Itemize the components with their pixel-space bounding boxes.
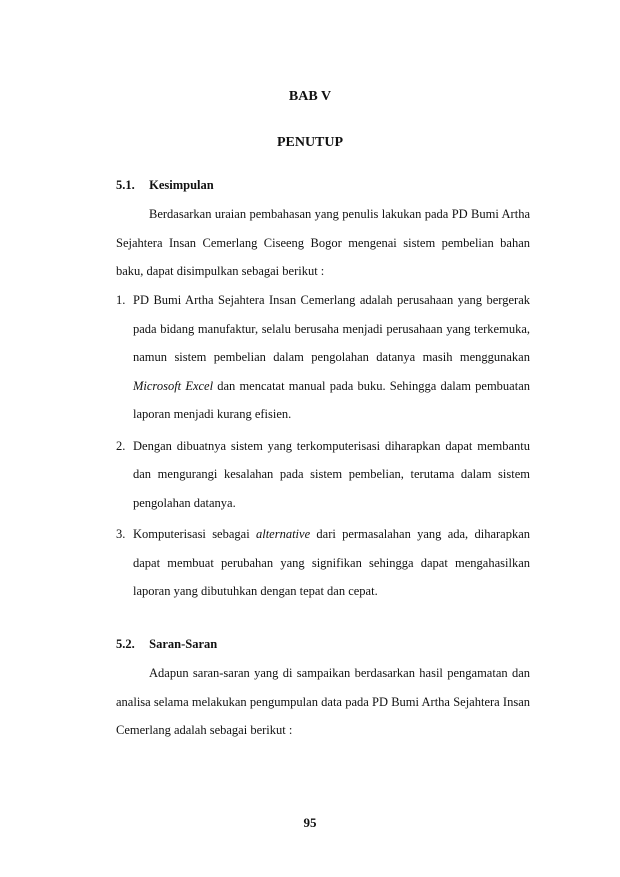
list-item-text: Komputerisasi sebagai [133, 527, 256, 541]
section-heading-suggestions [116, 637, 217, 652]
suggestions-intro-paragraph: Adapun saran-saran yang di sampaikan berdasarkan hasil pengamatan dan analisa selama melakukan pengumpulan data pada PD Bumi Artha Sejahtera Insan Cemerlang adalah sebagai berikut : [116, 666, 530, 737]
list-item-emphasis: Microsoft Excel [133, 378, 214, 393]
list-item-emphasis: alternative [255, 527, 311, 541]
list-item-text: Dengan dibuatnya sistem yang terkomputerisasi diharapkan dapat membantu dan mengurangi kesalahan pada sistem pembelian, terutama dalam sistem pengolahan datanya. [133, 438, 530, 510]
section-title: Saran-Saran [149, 637, 218, 651]
section-heading-conclusion [116, 178, 214, 193]
list-item-text-continued: dan mencatat manual pada buku. Sehingga dalam pembuatan laporan menjadi kurang efisien. [133, 378, 531, 421]
list-item-text-continued: dari permasalahan yang ada, diharapkan dapat membuat perubahan yang signifikan sehingga dapat mengahasilkan laporan yang dibutuhkan dengan tepat dan cepat. [133, 527, 530, 598]
list-item-number: 1. [116, 293, 126, 307]
section-title: Kesimpulan [149, 178, 214, 192]
list-item-text: PD Bumi Artha Sejahtera Insan Cemerlang adalah perusahaan yang bergerak pada bidang manufaktur, selalu berusaha menjadi perusahaan yang terkemuka, namun sistem pembelian dalam pengolahan datanya masih menggunakan [133, 293, 530, 364]
chapter-label: BAB V [288, 89, 332, 104]
chapter-title: PENUTUP [276, 135, 344, 150]
list-item [116, 286, 530, 429]
conclusion-intro-paragraph: Berdasarkan uraian pembahasan yang penulis lakukan pada PD Bumi Artha Sejahtera Insan Cemerlang Ciseeng Bogor mengenai sistem pembelian bahan baku, dapat disimpulkan sebagai berikut : [116, 207, 530, 278]
conclusion-list [116, 286, 530, 609]
page-number: 95 [303, 815, 317, 830]
list-item-number: 3. [116, 527, 126, 541]
section-number: 5.2. [116, 637, 135, 651]
list-item [116, 520, 530, 606]
list-item-number: 2. [116, 438, 126, 453]
list-item [116, 432, 530, 518]
section-number: 5.1. [116, 178, 135, 192]
